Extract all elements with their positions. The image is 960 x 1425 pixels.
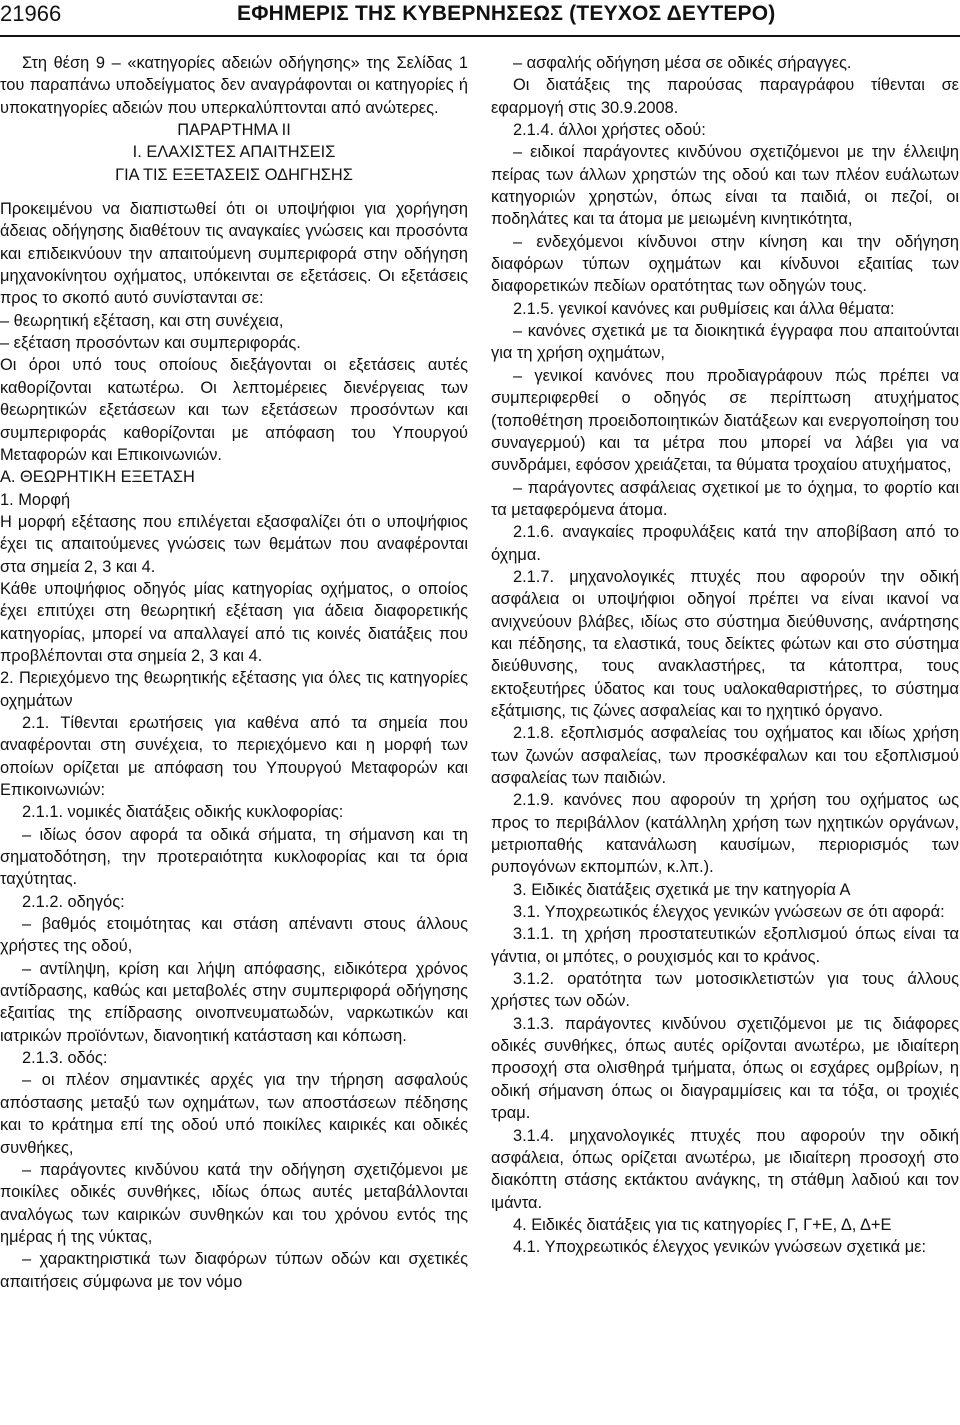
paragraph: – παράγοντες κινδύνου κατά την οδήγηση σχετιζόμενοι με ποικίλες οδικές συνθήκες, ιδίως όπως αυτές μεταβάλλονται αναλόγως των καιρικών συνθηκών και του χρόνου εντός της ημέρας ή της νύκτας, xyxy=(0,1160,468,1246)
paragraph: 3.1. Υποχρεωτικός έλεγχος γενικών γνώσεων σε ότι αφορά: xyxy=(513,903,945,922)
paragraph: – ιδίως όσον αφορά τα οδικά σήματα, τη σήμανση και τη σηματοδότηση, την προτεραιότητα κυκλοφορίας και τα όρια ταχύτητας. xyxy=(0,825,468,889)
paragraph: 2.1.9. κανόνες που αφορούν τη χρήση του οχήματος ως προς το περιβάλλον (κατάλληλη χρήση των ηχητικών οργάνων, μετριοπαθής κατανάλωση καυσίμων, περιορισμός των ρυπογόνων εκπομπών, κ.λπ.). xyxy=(491,791,959,877)
page-number: 21966 xyxy=(0,1,62,26)
paragraph: 2. Περιεχόμενο της θεωρητικής εξέτασης για όλες τις κατηγορίες οχημάτων xyxy=(0,669,468,710)
paragraph xyxy=(0,186,468,198)
paragraph: Κάθε υποψήφιος οδηγός μίας κατηγορίας οχήματος, ο οποίος έχει επιτύχει στη θεωρητική εξέταση για άδεια διαφορετικής κατηγορίας, μπορεί να απαλλαγεί από τις κοινές διατάξεις που προβλέπονται στα σημεία 2, 3 και 4. xyxy=(0,579,468,665)
paragraph: 3.1.2. ορατότητα των μοτοσικλετιστών για τους άλλους χρήστες των οδών. xyxy=(491,970,959,1011)
paragraph: – αντίληψη, κρίση και λήψη απόφασης, ειδικότερα χρόνος αντίδρασης, καθώς και μεταβολές στην συμπεριφορά οδήγησης εξαιτίας της επίδρασης οινοπνευματωδών, ναρκωτικών και ιατρικών προϊόντων, διανοητική κατάσταση και κόπωση. xyxy=(0,959,468,1045)
paragraph: 3.1.3. παράγοντες κινδύνου σχετιζόμενοι με τις διάφορες οδικές συνθήκες, όπως αυτές ορίζονται ανωτέρω, με ιδιαίτερη προσοχή στα ολισθηρά τμήματα, όπως οι εσχάρες ομβρίων, η οδική σήμανση όπως οι διαγραμμίσεις και τα τόξα, οι τροχιές τραμ. xyxy=(491,1014,959,1123)
right-column xyxy=(491,52,959,1259)
paragraph: ΓΙΑ ΤΙΣ ΕΞΕΤΑΣΕΙΣ ΟΔΗΓΗΣΗΣ xyxy=(115,165,353,184)
paragraph: 2.1.2. οδηγός: xyxy=(22,892,125,911)
header-rule xyxy=(0,35,960,37)
paragraph: Η μορφή εξέτασης που επιλέγεται εξασφαλίζει ότι ο υποψήφιος έχει τις απαιτούμενες γνώσεις των θεμάτων που αναφέρονται στα σημεία 2, 3 και 4. xyxy=(0,512,468,576)
paragraph: 2.1.6. αναγκαίες προφυλάξεις κατά την αποβίβαση από το όχημα. xyxy=(491,523,959,564)
paragraph: – παράγοντες ασφάλειας σχετικοί με το όχημα, το φορτίο και τα μεταφερόμενα άτομα. xyxy=(491,478,959,519)
paragraph: Ι. ΕΛΑΧΙΣΤΕΣ ΑΠΑΙΤΗΣΕΙΣ xyxy=(132,143,336,162)
paragraph: 3.1.4. μηχανολογικές πτυχές που αφορούν την οδική ασφάλεια, όπως ορίζεται ανωτέρω, με ιδιαίτερη προσοχή στο διακόπτη στάσης εκτάκτου ανάγκης, τη στάθμη λαδιού και τον ιμάντα. xyxy=(491,1126,959,1212)
paragraph: 2.1.7. μηχανολογικές πτυχές που αφορούν την οδική ασφάλεια οι υποψήφιοι οδηγοί πρέπει να είναι ικανοί να ανιχνεύουν βλάβες, ιδίως στο σύστημα διεύθυνσης, ανάρτησης και πέδησης, τα ελαστικά, τους δείκτες φώτων και στο σύστημα διεύθυνσης, τους ανακλαστήρες, τα κάτοπτρα, τους εκτοξευτήρες ύδατος και τους υαλοκαθαριστήρες, το σύστημα εξάτμισης, τις ζώνες ασφαλείας και το ηχητικό όργανο. xyxy=(491,567,959,720)
paragraph: – ασφαλής οδήγηση μέσα σε οδικές σήραγγες. xyxy=(513,54,852,72)
paragraph: ΠΑΡΑΡΤΗΜΑ ΙΙ xyxy=(177,121,291,140)
paragraph: Α. ΘΕΩΡΗΤΙΚΗ ΕΞΕΤΑΣΗ xyxy=(0,468,195,487)
paragraph: Προκειμένου να διαπιστωθεί ότι οι υποψήφιοι για χορήγηση άδειας οδήγησης διαθέτουν τις αναγκαίες γνώσεις και προσόντα και επιδεικνύουν την απαιτούμενη συμπεριφορά στην οδήγηση μηχανοκίνητου οχήματος, υπόκεινται σε εξετάσεις. Οι εξετάσεις προς το σκοπό αυτό συνίστανται σε: xyxy=(0,200,468,308)
paragraph: 2.1. Τίθενται ερωτήσεις για καθένα από τα σημεία που αναφέρονται στη συνέχεια, το περιεχόμενο και η μορφή των οποίων ορίζεται με απόφαση του Υπουργού Μεταφορών και Επικοινωνιών: xyxy=(0,713,468,799)
paragraph: 4.1. Υποχρεωτικός έλεγχος γενικών γνώσεων σχετικά με: xyxy=(513,1238,927,1257)
paragraph: – κανόνες σχετικά με τα διοικητικά έγγραφα που απαιτούνται για τη χρήση οχημάτων, xyxy=(491,322,959,363)
paragraph: Οι διατάξεις της παρούσας παραγράφου τίθενται σε εφαρμογή στις 30.9.2008. xyxy=(491,76,959,117)
paragraph: – γενικοί κανόνες που προδιαγράφουν πώς πρέπει να συμπεριφερθεί ο οδηγός σε περίπτωση ατυχήματος (τοποθέτηση προειδοποιητικών διατάξεων και ενεργοποίηση του συναγερμού) και τα μέτρα που μπορεί να λάβει για να συνδράμει, εφόσον χρειάζεται, τα θύματα τροχαίου ατυχήματος, xyxy=(491,366,959,475)
paragraph: – ειδικοί παράγοντες κινδύνου σχετιζόμενοι με την έλλειψη πείρας των άλλων χρηστών της οδού και των πλέον ευάλωτων κατηγοριών χρηστών, όπως είναι τα παιδιά, οι πεζοί, οι ποδηλάτες και τα άτομα με μειωμένη κινητικότητα, xyxy=(491,143,959,229)
paragraph: Οι όροι υπό τους οποίους διεξάγονται οι εξετάσεις αυτές καθορίζονται κατωτέρω. Οι λεπτομέρειες διενέργειας των θεωρητικών εξετάσεων και των εξετάσεων προσόντων και συμπεριφοράς καθορίζονται με απόφαση του Υπουργού Μεταφορών και Επικοινωνιών. xyxy=(0,356,468,464)
paragraph: 2.1.1. νομικές διατάξεις οδικής κυκλοφορίας: xyxy=(22,803,344,822)
paragraph: – θεωρητική εξέταση, και στη συνέχεια, xyxy=(0,311,284,330)
paragraph: – οι πλέον σημαντικές αρχές για την τήρηση ασφαλούς απόστασης μεταξύ των οχημάτων, των αποστάσεων πέδησης και το κράτημα επί της οδού υπό ποικίλες καιρικές και οδικές συνθήκες, xyxy=(0,1071,468,1157)
paragraph: 2.1.8. εξοπλισμός ασφαλείας του οχήματος και ιδίως χρήση των ζωνών ασφαλείας, των προσκέφαλων και του εξοπλισμού ασφαλείας των παιδιών. xyxy=(491,724,959,787)
paragraph: 4. Ειδικές διατάξεις για τις κατηγορίες Γ, Γ+Ε, Δ, Δ+Ε xyxy=(513,1215,892,1234)
paragraph: 3.1.1. τη χρήση προστατευτικών εξοπλισμού όπως είναι τα γάντια, οι μπότες, ο ρουχισμός και το κράνος. xyxy=(491,925,959,966)
paragraph: 1. Μορφή xyxy=(0,490,71,509)
page-header xyxy=(0,0,960,38)
gazette-title: ΕΦΗΜΕΡΙΣ ΤΗΣ ΚΥΒΕΡΝΗΣΕΩΣ (ΤΕΥΧΟΣ ΔΕΥΤΕΡΟ) xyxy=(237,2,776,25)
paragraph: Στη θέση 9 – «κατηγορίες αδειών οδήγησης» της Σελίδας 1 του παραπάνω υποδείγματος δεν αναγράφονται οι κατηγορίες ή υποκατηγορίες αδειών που υπερκαλύπτονται από ανώτερες. xyxy=(0,54,468,117)
paragraph: 2.1.4. άλλοι χρήστες οδού: xyxy=(513,121,706,140)
paragraph: – εξέταση προσόντων και συμπεριφοράς. xyxy=(0,334,301,353)
paragraph: – ενδεχόμενοι κίνδυνοι στην κίνηση και την οδήγηση διαφόρων τύπων οχημάτων και κίνδυνοι εξαιτίας των διαφορετικών πεδίων ορατότητας των οδηγών τους. xyxy=(491,232,959,296)
paragraph: – βαθμός ετοιμότητας και στάση απέναντι στους άλλους χρήστες της οδού, xyxy=(0,915,468,956)
paragraph: – χαρακτηριστικά των διαφόρων τύπων οδών και σχετικές απαιτήσεις σύμφωνα με τον νόμο xyxy=(0,1250,468,1291)
paragraph: 2.1.3. οδός: xyxy=(22,1049,108,1068)
left-column xyxy=(0,52,468,1293)
paragraph: 3. Ειδικές διατάξεις σχετικά με την κατηγορία Α xyxy=(513,880,851,899)
paragraph: 2.1.5. γενικοί κανόνες και ρυθμίσεις και άλλα θέματα: xyxy=(513,299,895,318)
